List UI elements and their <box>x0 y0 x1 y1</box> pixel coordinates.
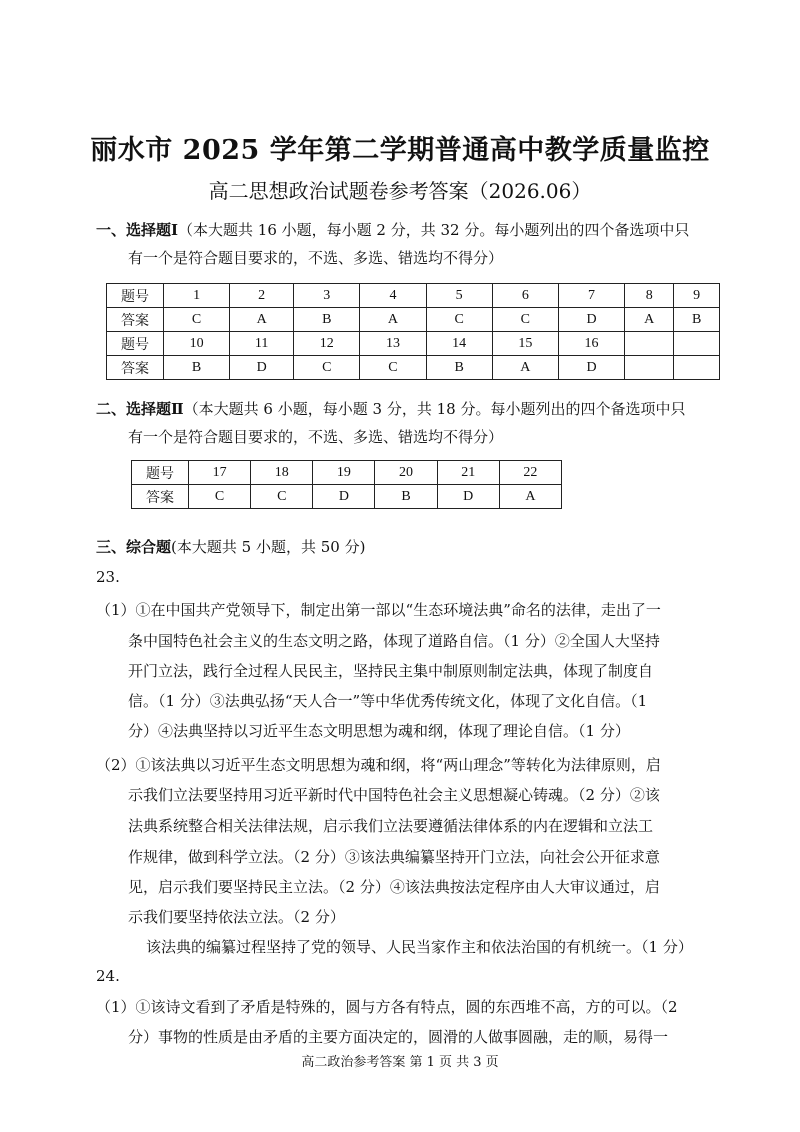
table-row <box>132 461 562 485</box>
table-cell <box>674 356 720 380</box>
table-row-header: 题号 <box>132 461 189 485</box>
q23-line: 示我们要坚持依法立法。（2 分） <box>128 908 345 926</box>
q23-line: 见，启示我们要坚持民主立法。（2 分）④该法典按法定程序由人大审议通过，启 <box>128 878 660 896</box>
table-cell: D <box>313 485 375 509</box>
section1-intro <box>96 221 689 239</box>
table-cell: 4 <box>360 284 426 308</box>
table-cell: D <box>437 485 499 509</box>
table-cell: B <box>294 308 360 332</box>
table-cell: 13 <box>360 332 426 356</box>
table-cell: B <box>426 356 492 380</box>
section2-answer-table <box>131 460 562 509</box>
table-row <box>107 332 720 356</box>
q23-line: 开门立法，践行全过程人民民主，坚持民主集中制原则制定法典，体现了制度自 <box>128 662 654 680</box>
table-cell: 7 <box>558 284 624 308</box>
table-cell: 14 <box>426 332 492 356</box>
q24-line: 分）事物的性质是由矛盾的主要方面决定的，圆滑的人做事圆融，走的顺，易得一 <box>128 1028 669 1046</box>
page-footer: 高二政治参考答案 第 1 页 共 3 页 <box>301 1055 499 1070</box>
table-cell: A <box>360 308 426 332</box>
table-cell: 17 <box>189 461 251 485</box>
section2-desc-line1: （本大题共 6 小题，每小题 3 分，共 18 分。每小题列出的四个备选项中只 <box>183 400 686 418</box>
table-cell: 6 <box>492 284 558 308</box>
table-cell: B <box>164 356 230 380</box>
table-row <box>107 308 720 332</box>
section3-heading: 三、综合题 <box>96 538 172 556</box>
table-cell: 16 <box>558 332 624 356</box>
q23-line: （2）①该法典以习近平生态文明思想为魂和纲，将“两山理念”等转化为法律原则，启 <box>96 756 661 774</box>
table-cell: 3 <box>294 284 360 308</box>
section1-answer-table <box>106 283 720 380</box>
q24-line: （1）①该诗文看到了矛盾是特殊的，圆与方各有特点，圆的东西堆不高，方的可以。（2 <box>96 998 678 1016</box>
document-title: 丽水市 2025 学年第二学期普通高中教学质量监控 <box>90 135 710 166</box>
table-cell: 9 <box>674 284 720 308</box>
table-row-header: 题号 <box>107 332 164 356</box>
table-row-header: 答案 <box>107 356 164 380</box>
table-cell: C <box>360 356 426 380</box>
table-cell: 5 <box>426 284 492 308</box>
section2-intro <box>96 400 685 418</box>
table-cell: 11 <box>230 332 294 356</box>
table-cell: C <box>164 308 230 332</box>
table-row <box>107 284 720 308</box>
table-cell: 2 <box>230 284 294 308</box>
table-cell: 19 <box>313 461 375 485</box>
table-cell: C <box>294 356 360 380</box>
section2-desc-line2: 有一个是符合题目要求的，不选、多选、错选均不得分） <box>128 428 504 446</box>
q23-line: 作规律，做到科学立法。（2 分）③该法典编纂坚持开门立法，向社会公开征求意 <box>128 848 660 866</box>
q23-line: 法典系统整合相关法律法规，启示我们立法要遵循法律体系的内在逻辑和立法工 <box>128 817 654 835</box>
table-cell: 15 <box>492 332 558 356</box>
q24-number: 24. <box>96 967 120 985</box>
table-row <box>107 356 720 380</box>
table-cell: 20 <box>375 461 437 485</box>
table-cell <box>625 332 674 356</box>
document-subtitle: 高二思想政治试题卷参考答案（2026.06） <box>208 179 592 203</box>
table-cell: B <box>375 485 437 509</box>
section1-desc-line2: 有一个是符合题目要求的，不选、多选、错选均不得分） <box>128 249 504 267</box>
table-cell: D <box>558 356 624 380</box>
section3-note: (本大题共 5 小题，共 50 分) <box>171 538 366 556</box>
q23-line: 示我们立法要坚持用习近平新时代中国特色社会主义思想凝心铸魂。（2 分）②该 <box>128 786 660 804</box>
table-row-header: 答案 <box>132 485 189 509</box>
table-cell: A <box>492 356 558 380</box>
section2-heading: 二、选择题Ⅱ <box>96 400 184 418</box>
section3-intro <box>96 538 365 556</box>
q23-line: 分）④法典坚持以习近平生态文明思想为魂和纲，体现了理论自信。（1 分） <box>128 722 630 740</box>
table-cell: 10 <box>164 332 230 356</box>
table-cell: 18 <box>251 461 313 485</box>
q23-line: 条中国特色社会主义的生态文明之路，体现了道路自信。（1 分）②全国人大坚持 <box>128 632 660 650</box>
table-cell: A <box>499 485 561 509</box>
q23-summary-line: 该法典的编纂过程坚持了党的领导、人民当家作主和依法治国的有机统一。（1 分） <box>146 938 693 956</box>
table-cell <box>625 356 674 380</box>
table-cell: C <box>426 308 492 332</box>
table-cell: C <box>492 308 558 332</box>
table-cell <box>674 332 720 356</box>
table-cell: 21 <box>437 461 499 485</box>
table-cell: 1 <box>164 284 230 308</box>
section1-heading: 一、选择题Ⅰ <box>96 221 179 239</box>
table-cell: D <box>230 356 294 380</box>
table-cell: C <box>189 485 251 509</box>
table-cell: A <box>625 308 674 332</box>
table-row <box>132 485 562 509</box>
table-row-header: 答案 <box>107 308 164 332</box>
table-row-header: 题号 <box>107 284 164 308</box>
table-cell: A <box>230 308 294 332</box>
table-cell: C <box>251 485 313 509</box>
section1-desc-line1: （本大题共 16 小题，每小题 2 分，共 32 分。每小题列出的四个备选项中只 <box>178 221 690 239</box>
table-cell: D <box>558 308 624 332</box>
table-cell: B <box>674 308 720 332</box>
table-cell: 22 <box>499 461 561 485</box>
q23-number: 23. <box>96 568 120 586</box>
q23-line: （1）①在中国共产党领导下，制定出第一部以“生态环境法典”命名的法律，走出了一 <box>96 601 661 619</box>
q23-line: 信。（1 分）③法典弘扬“天人合一”等中华优秀传统文化，体现了文化自信。（1 <box>128 692 648 710</box>
table-cell: 8 <box>625 284 674 308</box>
table-cell: 12 <box>294 332 360 356</box>
